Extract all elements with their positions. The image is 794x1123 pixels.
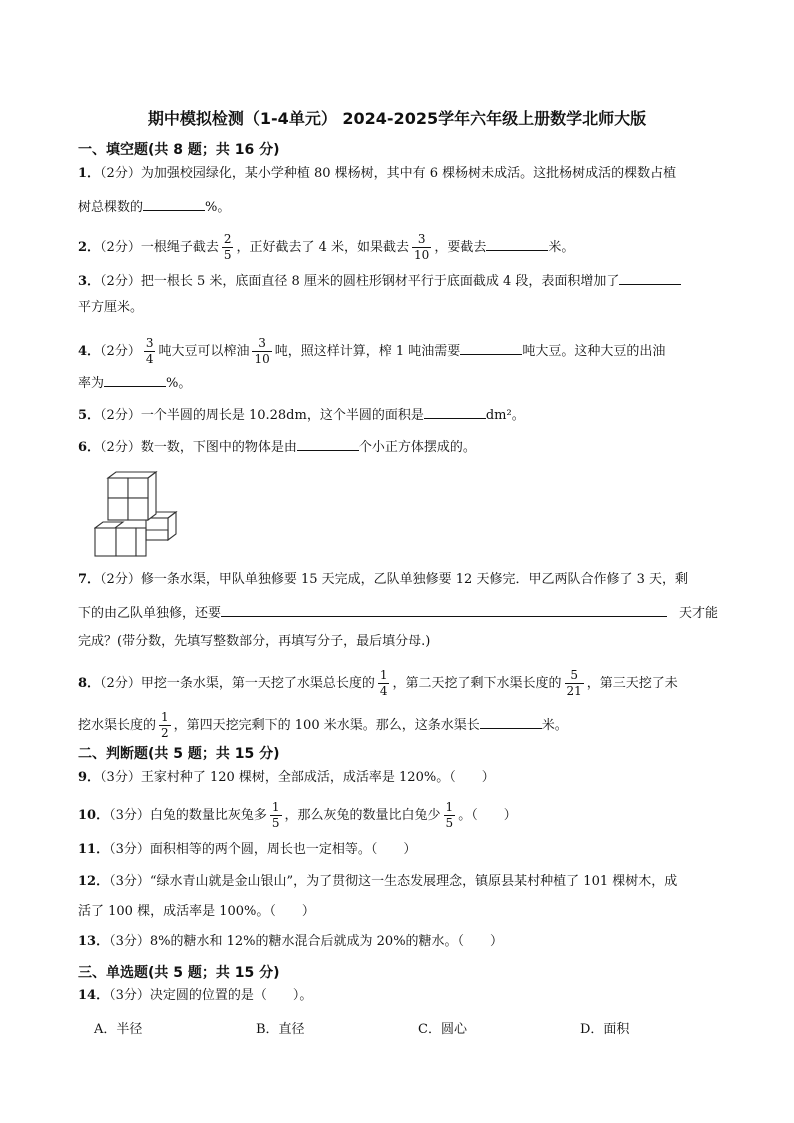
answer-blank[interactable] (297, 436, 359, 451)
question-text: 。（ ） (458, 808, 517, 823)
question-number: 12． (78, 874, 110, 889)
question-score: （2分） (100, 166, 141, 181)
question-1 (78, 164, 676, 184)
question-score: （3分） (109, 842, 150, 857)
question-text: 吨大豆。这种大豆的出油 (522, 344, 666, 359)
question-number: 11． (78, 842, 110, 857)
fraction: $\frac{1}{2}$ (161, 710, 169, 740)
fraction: $\frac{2}{5}$ (223, 232, 232, 262)
question-1-cont (78, 196, 230, 218)
question-7 (78, 570, 688, 590)
question-number: 10． (78, 808, 110, 823)
cubes-figure (94, 470, 184, 560)
question-8 (78, 668, 678, 699)
question-number: 14． (78, 988, 110, 1003)
question-text: 王家村种了 120 棵树，全部成活，成活率是 120%。（ ） (140, 770, 495, 785)
answer-blank[interactable] (424, 404, 486, 419)
question-text: 吨大豆可以榨油 (158, 344, 250, 359)
question-text: 天才能 (679, 606, 719, 621)
question-text: 一个半圆的周长是 10.28dm，这个半圆的面积是 (140, 408, 424, 423)
question-text: %。 (166, 376, 192, 391)
question-12-cont (78, 902, 315, 922)
question-score: （3分） (100, 770, 141, 785)
question-3 (78, 270, 681, 292)
question-6 (78, 436, 476, 458)
question-text: %。 (205, 200, 231, 215)
question-text: 数一数，下图中的物体是由 (140, 440, 297, 455)
question-text: 8%的糖水和 12%的糖水混合后就成为 20%的糖水。（ ） (149, 934, 504, 949)
option-d[interactable]: D．面积 (580, 1022, 630, 1037)
fraction: $\frac{3}{10}$ (254, 336, 270, 366)
question-number: 2． (78, 240, 101, 255)
question-text: 吨，照这样计算，榨 1 吨油需要 (274, 344, 461, 359)
question-5 (78, 404, 525, 426)
fraction: $\frac{1}{5}$ (445, 800, 454, 830)
question-text: ，正好截去了 4 米，如果截去 (236, 240, 410, 255)
question-text: 率为 (78, 376, 105, 391)
question-text: 为加强校园绿化，某小学种植 80 棵杨树，其中有 6 棵杨树未成活。这批杨树成活的棵数占植 (140, 166, 677, 181)
question-text: ，要截去 (434, 240, 487, 255)
question-text: ，第四天挖完剩下的 100 米水渠。那么，这条水渠长 (173, 718, 480, 733)
question-score: （3分） (109, 988, 150, 1003)
answer-blank[interactable] (143, 196, 205, 211)
question-11 (78, 840, 416, 860)
question-text: 修一条水渠，甲队单独修要 15 天完成，乙队单独修要 12 天修完．甲乙两队合作修了 3 天，剩 (140, 572, 688, 587)
question-4-cont (78, 372, 191, 394)
question-text: dm²。 (485, 408, 525, 423)
page-title: 期中模拟检测（1-4单元） 2024-2025学年六年级上册数学北师大版 (147, 109, 647, 128)
answer-blank[interactable] (104, 372, 166, 387)
question-number: 7． (78, 572, 101, 587)
option-a[interactable]: A．半径 (94, 1022, 143, 1037)
question-8-cont (78, 710, 568, 741)
question-12 (78, 872, 677, 892)
question-text: 活了 100 棵，成活率是 100%。（ ） (78, 904, 315, 919)
fraction: $\frac{1}{5}$ (271, 800, 280, 830)
question-number: 5． (78, 408, 101, 423)
question-score: （2分） (100, 344, 141, 359)
question-score: （2分） (100, 676, 141, 691)
question-score: （3分） (109, 934, 150, 949)
question-text: 把一根长 5 米，底面直径 8 厘米的圆柱形钢材平行于底面截成 4 段，表面积增加了 (140, 274, 620, 289)
option-b[interactable]: B．直径 (256, 1022, 305, 1037)
section-fill-in: 一、填空题(共 8 题；共 16 分) (78, 142, 280, 158)
question-text: 决定圆的位置的是（ ）。 (149, 988, 313, 1003)
question-number: 8． (78, 676, 101, 691)
question-text: ，第三天挖了未 (586, 676, 678, 691)
question-text: 米。 (541, 718, 568, 733)
question-score: （2分） (100, 274, 141, 289)
question-number: 4． (78, 344, 101, 359)
question-number: 1． (78, 166, 101, 181)
question-text: 一根绳子截去 (140, 240, 219, 255)
section-choice: 三、单选题(共 5 题；共 15 分) (78, 965, 280, 981)
question-score: （3分） (109, 808, 150, 823)
question-text: 甲挖一条水渠，第一天挖了水渠总长度的 (140, 676, 375, 691)
question-13 (78, 932, 503, 952)
answer-blank[interactable] (460, 340, 522, 355)
fraction: $\frac{3}{4}$ (145, 336, 154, 366)
question-score: （2分） (100, 572, 141, 587)
answer-blank[interactable] (486, 236, 548, 251)
question-text: ，那么灰兔的数量比白兔少 (284, 808, 441, 823)
question-7-cont (78, 602, 718, 624)
question-text: ，第二天挖了剩下水渠长度的 (392, 676, 562, 691)
question-9 (78, 768, 495, 788)
question-score: （3分） (109, 874, 150, 889)
question-number: 3． (78, 274, 101, 289)
question-number: 13． (78, 934, 110, 949)
question-text: 白兔的数量比灰兔多 (149, 808, 267, 823)
question-text: 个小正方体摆成的。 (358, 440, 476, 455)
fraction: $\frac{1}{4}$ (379, 668, 388, 698)
question-text: 面积相等的两个圆，周长也一定相等。（ ） (149, 842, 417, 857)
question-text: 平方厘米。 (78, 300, 144, 315)
question-text: 米。 (548, 240, 575, 255)
question-score: （2分） (100, 440, 141, 455)
question-2 (78, 232, 574, 263)
question-text: 完成？(带分数，先填写整数部分，再填写分子，最后填分母.) (78, 634, 431, 649)
answer-blank[interactable] (619, 270, 681, 285)
question-number: 6． (78, 440, 101, 455)
fraction: $\frac{3}{10}$ (414, 232, 430, 262)
answer-blank[interactable] (480, 714, 542, 729)
question-score: （2分） (100, 408, 141, 423)
section-judge: 二、判断题(共 5 题；共 15 分) (78, 746, 280, 762)
question-14 (78, 986, 312, 1006)
answer-blank[interactable] (221, 602, 667, 617)
question-text: “绿水青山就是金山银山”，为了贯彻这一生态发展理念，镇原县某村种植了 101 棵树木，成 (149, 874, 678, 889)
fraction: $\frac{5}{21}$ (566, 668, 582, 698)
question-text: 树总棵数的 (78, 200, 144, 215)
question-10 (78, 800, 517, 831)
question-text: 下的由乙队单独修，还要 (78, 606, 222, 621)
question-7-cont2 (78, 632, 430, 652)
question-number: 9． (78, 770, 101, 785)
question-3-cont (78, 298, 143, 318)
question-4 (78, 336, 665, 367)
option-c[interactable]: C．圆心 (418, 1022, 467, 1037)
question-score: （2分） (100, 240, 141, 255)
question-text: 挖水渠长度的 (78, 718, 157, 733)
